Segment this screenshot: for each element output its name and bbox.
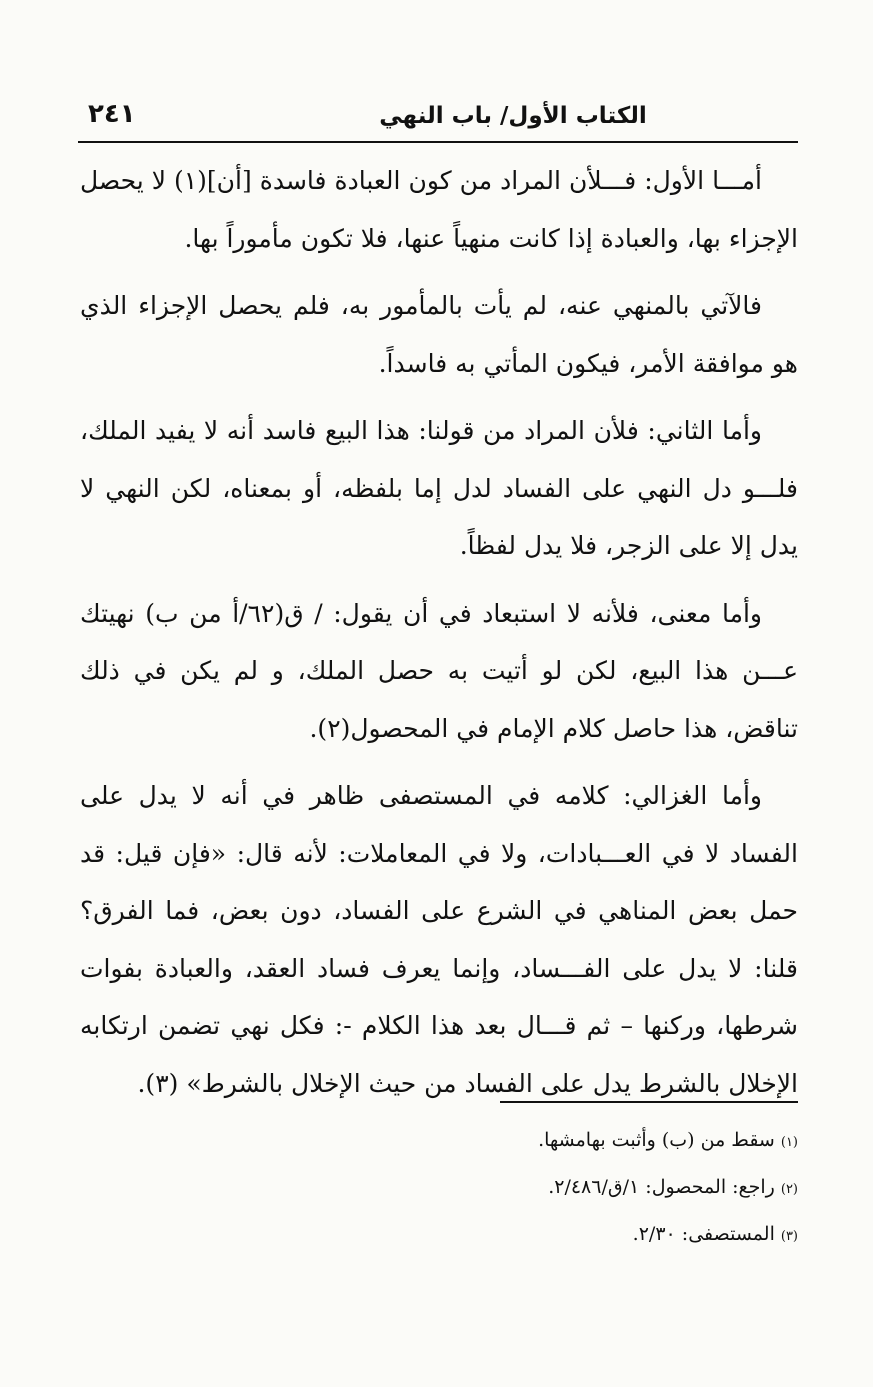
footnote	[80, 1212, 798, 1259]
page-number: ٢٤١	[88, 99, 136, 129]
paragraph: أمـــا الأول: فـــلأن المراد من كون العبادة فاسدة [أن](١) لا يحصل الإجزاء بها، والعبادة إذا كانت منهياً عنها، فلا تكون مأموراً بها.	[80, 166, 798, 253]
footnote-number: (١)	[780, 1135, 798, 1150]
footnote	[80, 1165, 798, 1212]
header-rule	[78, 141, 798, 143]
footnote-text: راجع: المحصول: ١/ق/٢/٤٨٦.	[548, 1176, 775, 1198]
footnote-number: (٢)	[780, 1182, 798, 1197]
paragraph: وأما الثاني: فلأن المراد من قولنا: هذا البيع فاسد أنه لا يفيد الملك، فلـــو دل النهي على الفساد لدل إما بلفظه، أو بمعناه، لكن النهي لا يدل إلا على الزجر، فلا يدل لفظاً.	[80, 416, 798, 560]
footnote	[80, 1118, 798, 1165]
paragraph: وأما معنى، فلأنه لا استبعاد في أن يقول: / ق(٦٢/أ من ب) نهيتك عـــن هذا البيع، لكن لو أتيت به حصل الملك، و لم يكن في ذلك تناقض، هذا حاصل كلام الإمام في المحصول(٢).	[80, 598, 798, 743]
footnote-rule	[500, 1101, 798, 1103]
footnote-text: سقط من (ب) وأثبت بهامشها.	[538, 1129, 775, 1151]
running-title: الكتاب الأول/ باب النهي	[379, 103, 647, 129]
footnotes	[80, 1118, 798, 1259]
page-header	[78, 95, 798, 141]
main-text	[80, 152, 798, 1112]
paragraph: وأما الغزالي: كلامه في المستصفى ظاهر في أنه لا يدل على الفساد لا في العـــبادات، ولا في المعاملات: لأنه قال: «فإن قيل: قد حمل بعض المناهي في الشرع على الفساد، دون بعض، فما الفرق؟ قلنا: لا يدل على الفـــساد، وإنما يعرف فساد العقد، والعبادة بفوات شرطها، وركنها – ثم قـــال بعد هذا الكلام -: فكل نهي تضمن ارتكابه الإخلال بالشرط يدل على الفساد من حيث الإخلال بالشرط» (٣).	[80, 781, 798, 1098]
paragraph: فالآتي بالمنهي عنه، لم يأت بالمأمور به، فلم يحصل الإجزاء الذي هو موافقة الأمر، فيكون المأتي به فاسداً.	[80, 291, 798, 378]
footnote-number: (٣)	[780, 1229, 798, 1244]
footnote-text: المستصفى: ٢/٣٠.	[632, 1223, 775, 1245]
